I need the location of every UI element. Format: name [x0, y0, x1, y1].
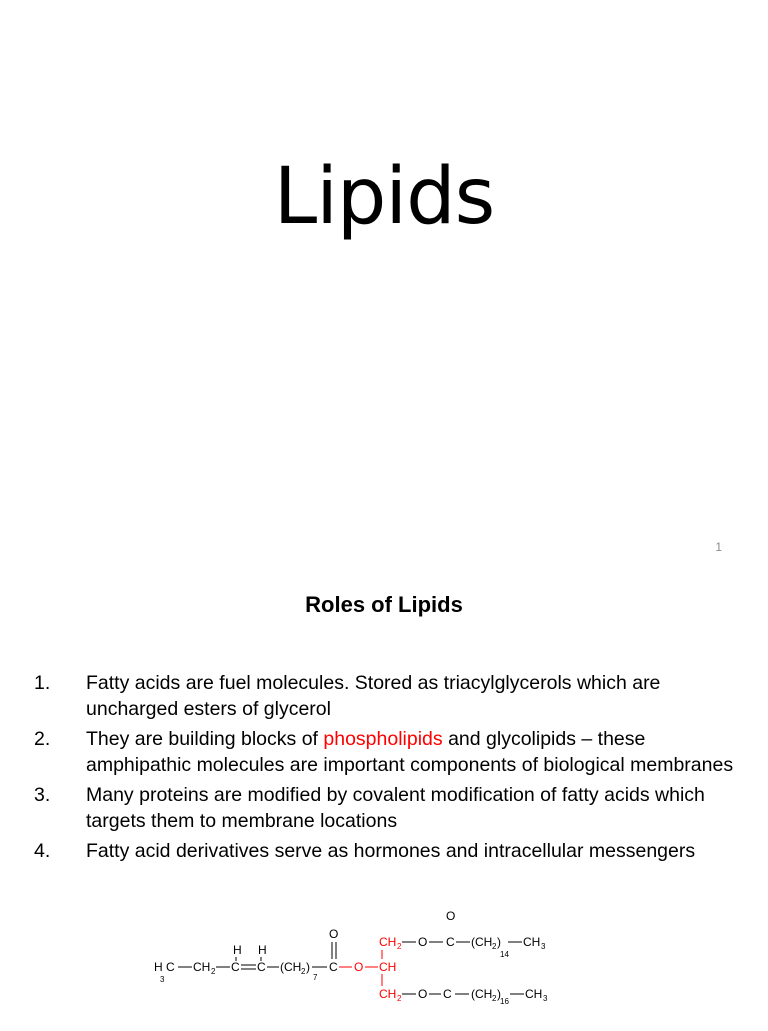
oxygen-label: O	[418, 987, 428, 1001]
subscript: 2	[397, 994, 402, 1003]
roles-title: Roles of Lipids	[305, 592, 463, 617]
methyl-label: CH	[525, 987, 543, 1001]
glycerol-ch-label: CH	[379, 960, 397, 974]
list-item	[34, 782, 734, 834]
subscript: 3	[541, 942, 546, 951]
hydrogen-label: H	[258, 943, 267, 957]
list-text-before: They are building blocks of	[86, 728, 324, 750]
methylene-label: CH	[193, 960, 211, 974]
subscript: 2	[211, 967, 216, 976]
triacylglycerol-structure	[140, 909, 580, 1031]
oxygen-label: O	[418, 935, 428, 949]
chain-label: (CH	[280, 960, 302, 974]
list-number: 3.	[34, 784, 51, 806]
structure-diagram	[140, 909, 580, 1026]
chain-label: (CH	[471, 987, 493, 1001]
chain-label: (CH	[471, 935, 493, 949]
oxygen-label: O	[354, 960, 364, 974]
carbon-label: C	[257, 960, 266, 974]
highlight-term: phospholipids	[323, 728, 443, 750]
carbon-label: C	[329, 960, 338, 974]
list-text: Fatty acid derivatives serve as hormones and intracellular messengers	[86, 840, 696, 862]
list-item	[34, 670, 734, 722]
list-number: 4.	[34, 840, 51, 862]
list-item	[34, 726, 734, 778]
methyl-label: H C	[154, 960, 175, 974]
carbon-label: C	[443, 987, 452, 1001]
slide-title: Lipids	[273, 152, 495, 242]
subscript: 2	[301, 967, 306, 976]
list-text-after: and glycolipids – these amphipathic molecules are important components of biological membranes	[86, 728, 734, 776]
paren-label: )	[497, 987, 501, 1001]
roles-list	[34, 670, 734, 868]
list-number: 2.	[34, 728, 51, 750]
hydrogen-label: H	[233, 943, 242, 957]
glycerol-ch2-label: CH	[379, 935, 397, 949]
list-number: 1.	[34, 672, 51, 694]
paren-label: )	[497, 935, 501, 949]
subscript: 2	[492, 994, 497, 1003]
paren-label: )	[306, 960, 310, 974]
oxygen-label: O	[446, 909, 456, 923]
list-text	[86, 726, 734, 778]
list-item	[34, 838, 734, 864]
list-text: Fatty acids are fuel molecules. Stored as triacylglycerols which are uncharged esters of glycerol	[86, 672, 661, 720]
subscript: 16	[500, 997, 509, 1006]
subscript: 7	[313, 973, 318, 982]
subscript: 3	[543, 994, 548, 1003]
page-number: 1	[715, 540, 722, 554]
roles-slide	[0, 576, 768, 1024]
carbon-label: C	[231, 960, 240, 974]
list-text: Many proteins are modified by covalent modification of fatty acids which targets them to membrane locations	[86, 784, 705, 832]
methyl-label: CH	[523, 935, 541, 949]
subscript: 2	[492, 942, 497, 951]
carbon-label: C	[446, 935, 455, 949]
subscript: 3	[160, 975, 165, 984]
glycerol-ch2-label: CH	[379, 987, 397, 1001]
oxygen-label: O	[329, 927, 339, 941]
subscript: 2	[397, 942, 402, 951]
subscript: 14	[500, 950, 509, 959]
